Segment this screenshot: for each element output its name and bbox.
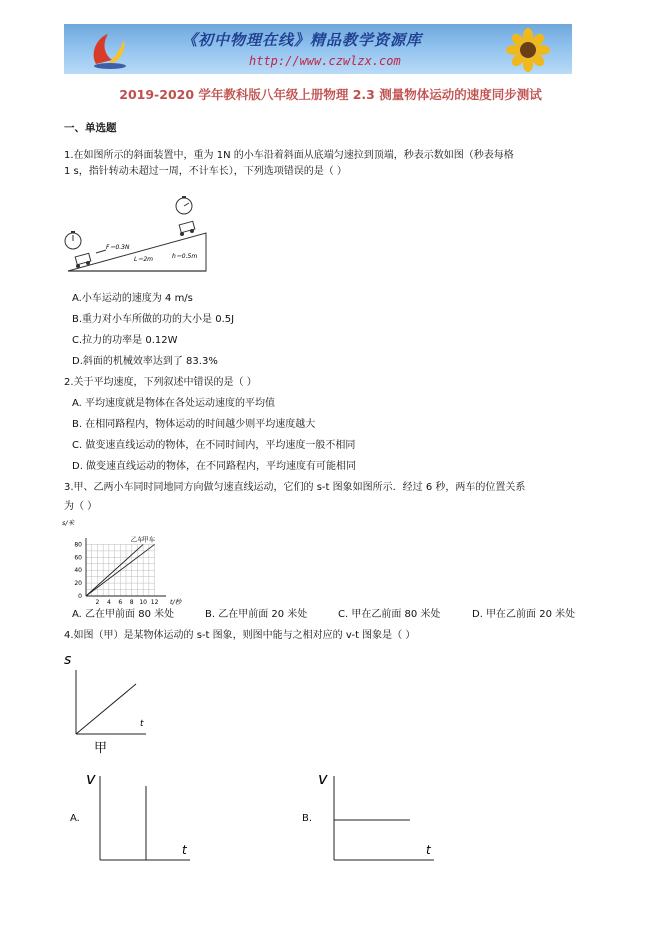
document-title: 2019-2020 学年教科版八年级上册物理 2.3 测量物体运动的速度同步测试 bbox=[119, 87, 542, 102]
q4-s-axis-label: s bbox=[64, 652, 72, 668]
q2-option-d[interactable]: D. 做变速直线运动的物体，在不同路程内，平均速度有可能相同 bbox=[72, 461, 357, 472]
q4-b-v-axis-label: v bbox=[318, 769, 328, 788]
banner-url[interactable]: http://www.czwlzx.com bbox=[249, 54, 401, 68]
q3-y-tick-label: 80 bbox=[74, 541, 82, 549]
q4-fig-label: 甲 bbox=[94, 741, 108, 756]
header-banner bbox=[64, 24, 572, 74]
q3-y-tick-label: 0 bbox=[78, 593, 82, 600]
q4-option-b-label[interactable]: B. bbox=[302, 813, 313, 824]
q3-stem-line1: 3.甲、乙两小车同时同地同方向做匀速直线运动，它们的 s-t 图象如图所示．经过 6 秒，两车的位置关系 bbox=[64, 482, 526, 493]
q3-stem-line2: 为（ ） bbox=[64, 501, 98, 512]
q4-option-b-graph[interactable] bbox=[314, 764, 444, 864]
q1-stem-line2: 1 s，指针转动未超过一周，不计车长），下列选项错误的是（ ） bbox=[64, 166, 347, 177]
q3-x-tick-label: 8 bbox=[129, 599, 134, 606]
q4-a-t-axis-label: t bbox=[182, 843, 187, 857]
q2-option-c[interactable]: C. 做变速直线运动的物体，在不同时间内，平均速度一般不相同 bbox=[72, 440, 356, 451]
q2-option-b[interactable]: B. 在相同路程内，物体运动的时间越少则平均速度越大 bbox=[72, 419, 316, 430]
q3-series-label-0: 乙车 bbox=[130, 535, 144, 544]
q4-t-axis-label: t bbox=[140, 719, 144, 729]
q4-a-v-axis-label: v bbox=[86, 769, 96, 788]
q3-x-axis-label: t/秒 bbox=[170, 598, 182, 606]
q1-option-c[interactable]: C.拉力的功率是 0.12W bbox=[72, 335, 178, 346]
q3-option-a[interactable]: A. 乙在甲前面 80 米处 bbox=[72, 609, 175, 620]
q4-stem: 4.如图（甲）是某物体运动的 s-t 图象，则图中能与之相对应的 v-t 图象是（ ） bbox=[64, 630, 416, 641]
q3-y-tick-label: 40 bbox=[74, 567, 82, 575]
q3-x-tick-label: 12 bbox=[150, 599, 159, 606]
q1-option-b[interactable]: B.重力对小车所做的功的大小是 0.5J bbox=[72, 314, 235, 325]
q3-option-d[interactable]: D. 甲在乙前面 20 米处 bbox=[472, 609, 576, 620]
q3-st-graph bbox=[58, 518, 188, 608]
q3-y-tick-label: 60 bbox=[74, 554, 82, 562]
q3-x-tick-label: 10 bbox=[139, 599, 147, 606]
q4-figure-jia bbox=[60, 648, 160, 758]
q3-x-tick-label: 2 bbox=[95, 599, 100, 606]
q3-option-b[interactable]: B. 乙在甲前面 20 米处 bbox=[205, 609, 308, 620]
q4-b-t-axis-label: t bbox=[426, 843, 431, 857]
banner-title: 《初中物理在线》精品教学资源库 bbox=[182, 31, 423, 49]
q4-option-a-label[interactable]: A. bbox=[70, 813, 80, 824]
length-label: L＝2m bbox=[134, 256, 154, 263]
q2-stem: 2.关于平均速度，下列叙述中错误的是（ ） bbox=[64, 377, 257, 388]
q1-incline-figure bbox=[62, 193, 212, 277]
q3-option-c[interactable]: C. 甲在乙前面 80 米处 bbox=[338, 609, 441, 620]
q3-series-label-1: 甲车 bbox=[142, 535, 156, 544]
site-logo-icon bbox=[86, 28, 130, 70]
q2-option-a[interactable]: A. 平均速度就是物体在各处运动速度的平均值 bbox=[72, 398, 276, 409]
q4-option-a-graph[interactable] bbox=[80, 764, 200, 864]
q3-y-tick-label: 20 bbox=[74, 580, 82, 588]
q1-stem-line1: 1.在如图所示的斜面装置中，重为 1N 的小车沿着斜面从底端匀速拉到顶端，秒表示数如图（秒表每格 bbox=[64, 150, 514, 161]
q3-y-axis-label: s/米 bbox=[62, 519, 75, 527]
q3-x-tick-label: 6 bbox=[118, 599, 123, 606]
sunflower-icon bbox=[498, 28, 558, 72]
q1-option-d[interactable]: D.斜面的机械效率达到了 83.3% bbox=[72, 356, 218, 367]
force-label: F＝0.3N bbox=[106, 244, 130, 251]
q3-x-tick-label: 4 bbox=[106, 599, 111, 606]
section-heading: 一、单选题 bbox=[64, 122, 117, 134]
q1-option-a[interactable]: A.小车运动的速度为 4 m/s bbox=[72, 293, 193, 304]
height-label: h＝0.5m bbox=[172, 253, 198, 260]
